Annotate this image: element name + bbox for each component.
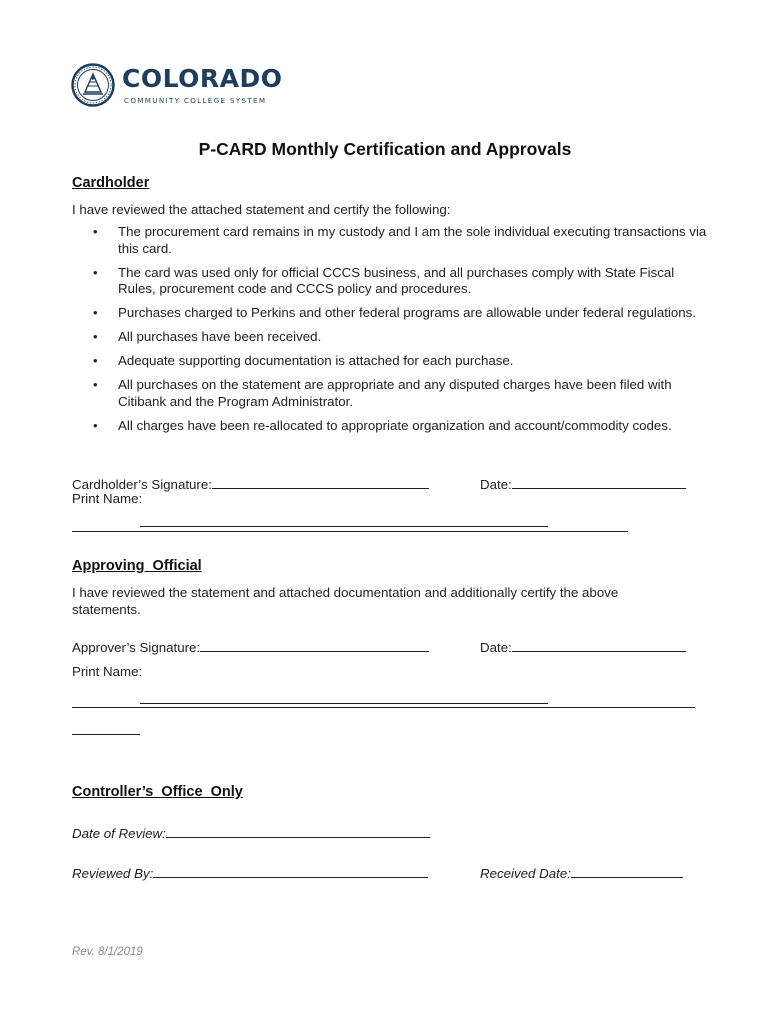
ccs-logo (71, 62, 291, 112)
cardholder-print-name-label: Print Name: (72, 491, 143, 506)
certification-list (72, 224, 712, 442)
cardholder-intro: I have reviewed the attached statement and certify the following: (72, 202, 451, 217)
date-of-review-field[interactable] (72, 825, 430, 841)
approver-signature-field[interactable] (72, 639, 429, 655)
approver-date-line[interactable] (512, 639, 686, 652)
cardholder-signature-field[interactable] (72, 476, 429, 492)
reviewed-by-line[interactable] (153, 865, 428, 878)
controller-office-heading: Controller’s Office Only (72, 784, 243, 800)
list-item: • All purchases on the statement are appropriate and any disputed charges have been filed with Citibank and the Program Administrator. (93, 377, 672, 409)
logo-name: COLORADO (122, 64, 283, 93)
cardholder-date-line[interactable] (512, 476, 686, 489)
reviewed-by-field[interactable] (72, 865, 428, 881)
cardholder-date-field[interactable] (480, 476, 686, 492)
date-of-review-label: Date of Review: (72, 826, 166, 841)
bullet-icon: • (93, 377, 98, 392)
approver-date-field[interactable] (480, 639, 686, 655)
date-of-review-line[interactable] (166, 825, 430, 838)
list-item: • Adequate supporting documentation is attached for each purchase. (93, 353, 514, 368)
cardholder-print-name-line[interactable] (72, 531, 628, 532)
approving-intro: I have reviewed the statement and attached documentation and additionally certify the above statements. (72, 585, 619, 617)
logo-subtitle: COMMUNITY COLLEGE SYSTEM (124, 96, 267, 105)
list-item: • All charges have been re-allocated to appropriate organization and account/commodity codes. (93, 417, 672, 433)
list-item: • The procurement card remains in my custody and I am the sole individual executing transactions via this card. (93, 224, 707, 256)
list-item: • All purchases have been received. (93, 329, 322, 344)
bullet-icon: • (93, 305, 98, 320)
cardholder-print-name-underline (140, 526, 548, 527)
received-date-label: Received Date: (480, 866, 571, 881)
approver-date-label: Date: (480, 640, 512, 655)
cardholder-signature-line[interactable] (212, 476, 429, 489)
approving-official-heading: Approving Official (72, 558, 202, 574)
page-title: P-CARD Monthly Certification and Approvals (198, 139, 572, 159)
approver-print-name-underline (140, 703, 548, 704)
approver-print-name-continuation-line (72, 734, 140, 735)
cardholder-heading: Cardholder (72, 175, 150, 191)
bullet-icon: • (93, 417, 98, 433)
bullet-icon: • (93, 264, 98, 280)
list-item: • The card was used only for official CCCS business, and all purchases comply with State Fiscal Rules, procurement code and CCCS policy and procedures. (93, 264, 675, 296)
cardholder-date-label: Date: (480, 477, 512, 492)
approver-signature-label: Approver’s Signature: (72, 640, 201, 655)
bullet-icon: • (93, 329, 98, 344)
cardholder-signature-label: Cardholder’s Signature: (72, 477, 212, 492)
bullet-icon: • (93, 224, 98, 239)
approver-print-name-label: Print Name: (72, 664, 143, 679)
received-date-field[interactable] (480, 865, 683, 881)
bullet-icon: • (93, 353, 98, 368)
approver-signature-line[interactable] (200, 639, 429, 652)
reviewed-by-label: Reviewed By: (72, 866, 154, 881)
list-item: • Purchases charged to Perkins and other federal programs are allowable under federal regulations. (93, 305, 697, 320)
colorado-seal-icon (71, 62, 115, 108)
approver-print-name-line[interactable] (72, 707, 695, 708)
received-date-line[interactable] (571, 865, 683, 878)
revision-date: Rev. 8/1/2019 (72, 946, 143, 958)
